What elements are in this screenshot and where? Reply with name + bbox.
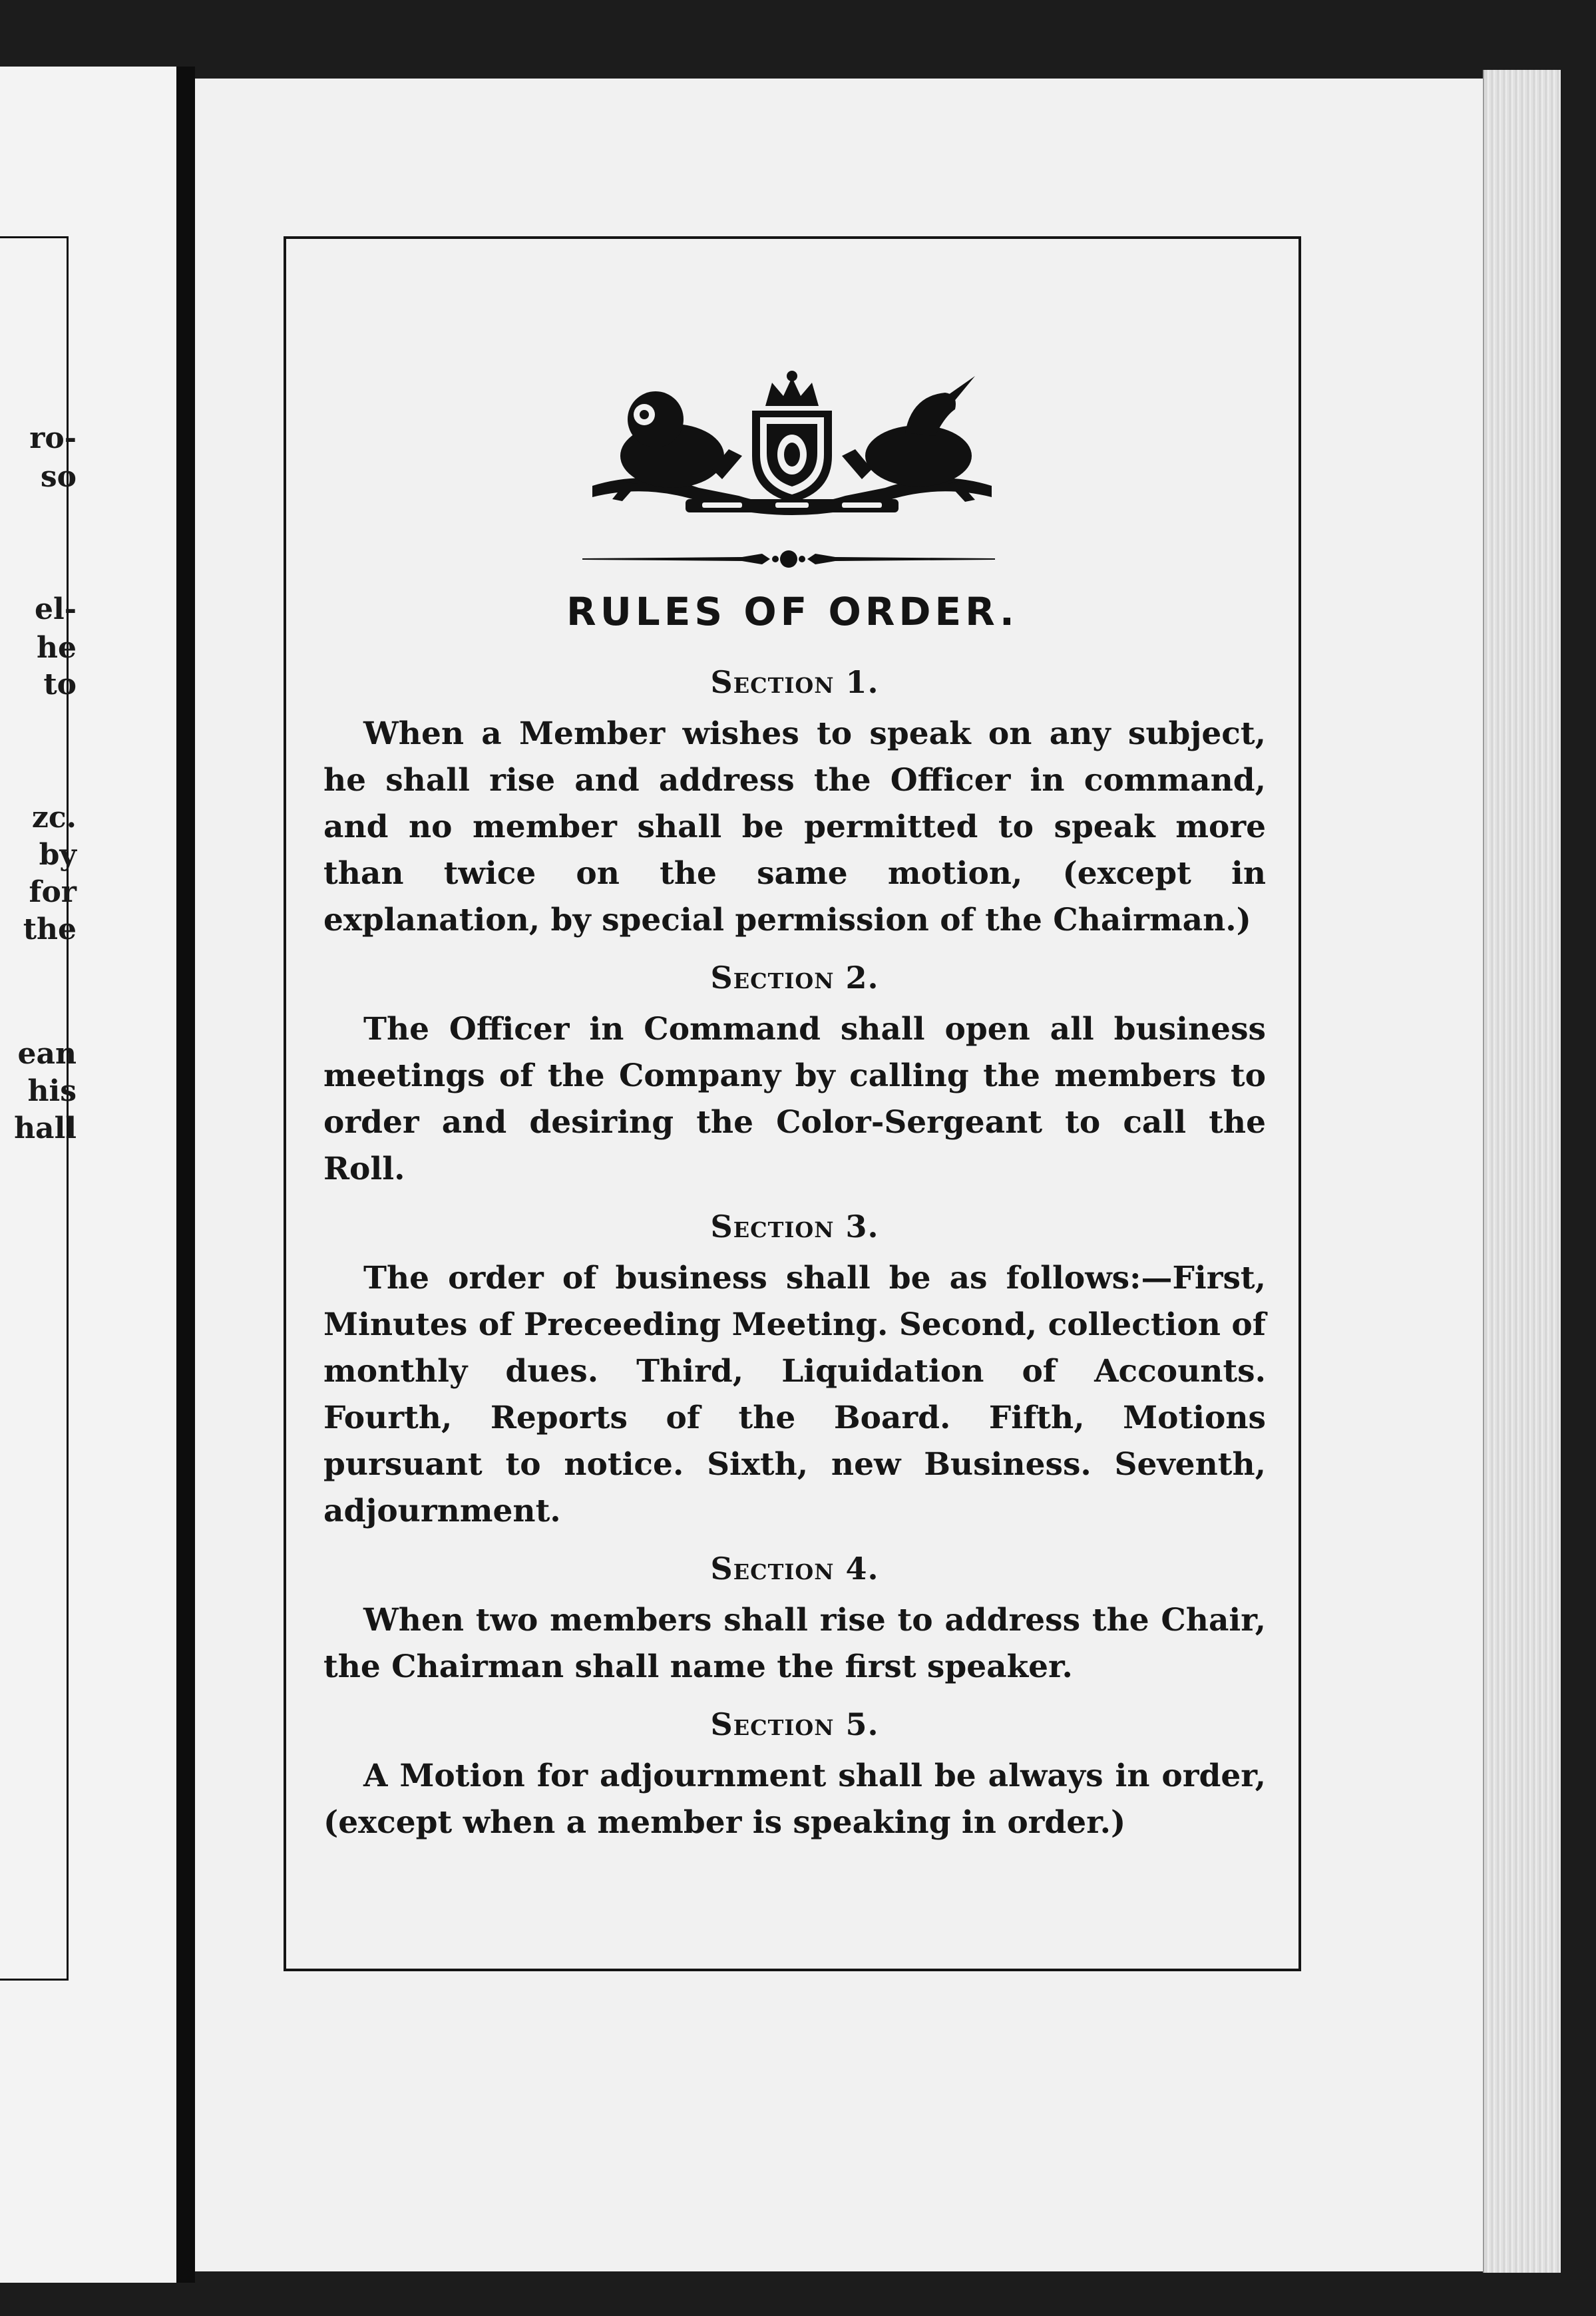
section-text: The Officer in Command shall open all business meetings of the Company by calling the members to order and desiring the Color-Sergeant to call the Roll.: [323, 1011, 1266, 1187]
royal-coat-of-arms-icon: [586, 369, 998, 529]
left-page-fragment: el-: [35, 592, 77, 626]
left-page: [0, 67, 179, 2283]
left-page-fragment: he: [37, 631, 77, 665]
book-gutter: [176, 67, 195, 2283]
ornamental-rule-icon: [582, 546, 995, 572]
page-title: RULES OF ORDER.: [566, 589, 1018, 634]
left-page-fragment: zc.: [31, 801, 77, 835]
section-heading: Section 5.: [710, 1706, 879, 1742]
left-page-fragment: to: [43, 668, 77, 701]
left-page-fragment: ean: [17, 1037, 77, 1071]
section-text: The order of business shall be as follows:—First, Minutes of Preceeding Meeting. Second, collection of monthly dues. Third, Liquidation of Accounts. Fourth, Reports of the Board. Fifth, Motions pursuant to notice. Sixth, new Business. Seventh, adjournment.: [323, 1260, 1266, 1529]
section-text: When a Member wishes to speak on any subject, he shall rise and address the Officer in command, and no member shall be permitted to speak more than twice on the same motion, (except in explanation, by special permission of the Chairman.): [323, 715, 1266, 938]
section-text: A Motion for adjournment shall be always in order, (except when a member is speaking in order.): [323, 1758, 1266, 1841]
left-page-fragment: his: [27, 1074, 77, 1108]
section-heading: Section 4.: [710, 1551, 879, 1587]
left-page-fragment: for: [29, 875, 77, 909]
left-page-fragment: the: [23, 912, 77, 946]
section-heading: Section 1.: [710, 664, 879, 700]
rules-text: [323, 659, 1266, 1857]
left-page-fragment: ro-: [29, 421, 77, 455]
left-page-fragment: so: [40, 460, 77, 494]
section-text: When two members shall rise to address the Chair, the Chairman shall name the first speaker.: [323, 1602, 1266, 1685]
section-heading: Section 2.: [710, 960, 879, 996]
page-edges: [1483, 70, 1561, 2273]
left-page-fragment: by: [39, 838, 77, 872]
section-heading: Section 3.: [710, 1209, 879, 1245]
left-page-fragment: hall: [14, 1111, 77, 1145]
